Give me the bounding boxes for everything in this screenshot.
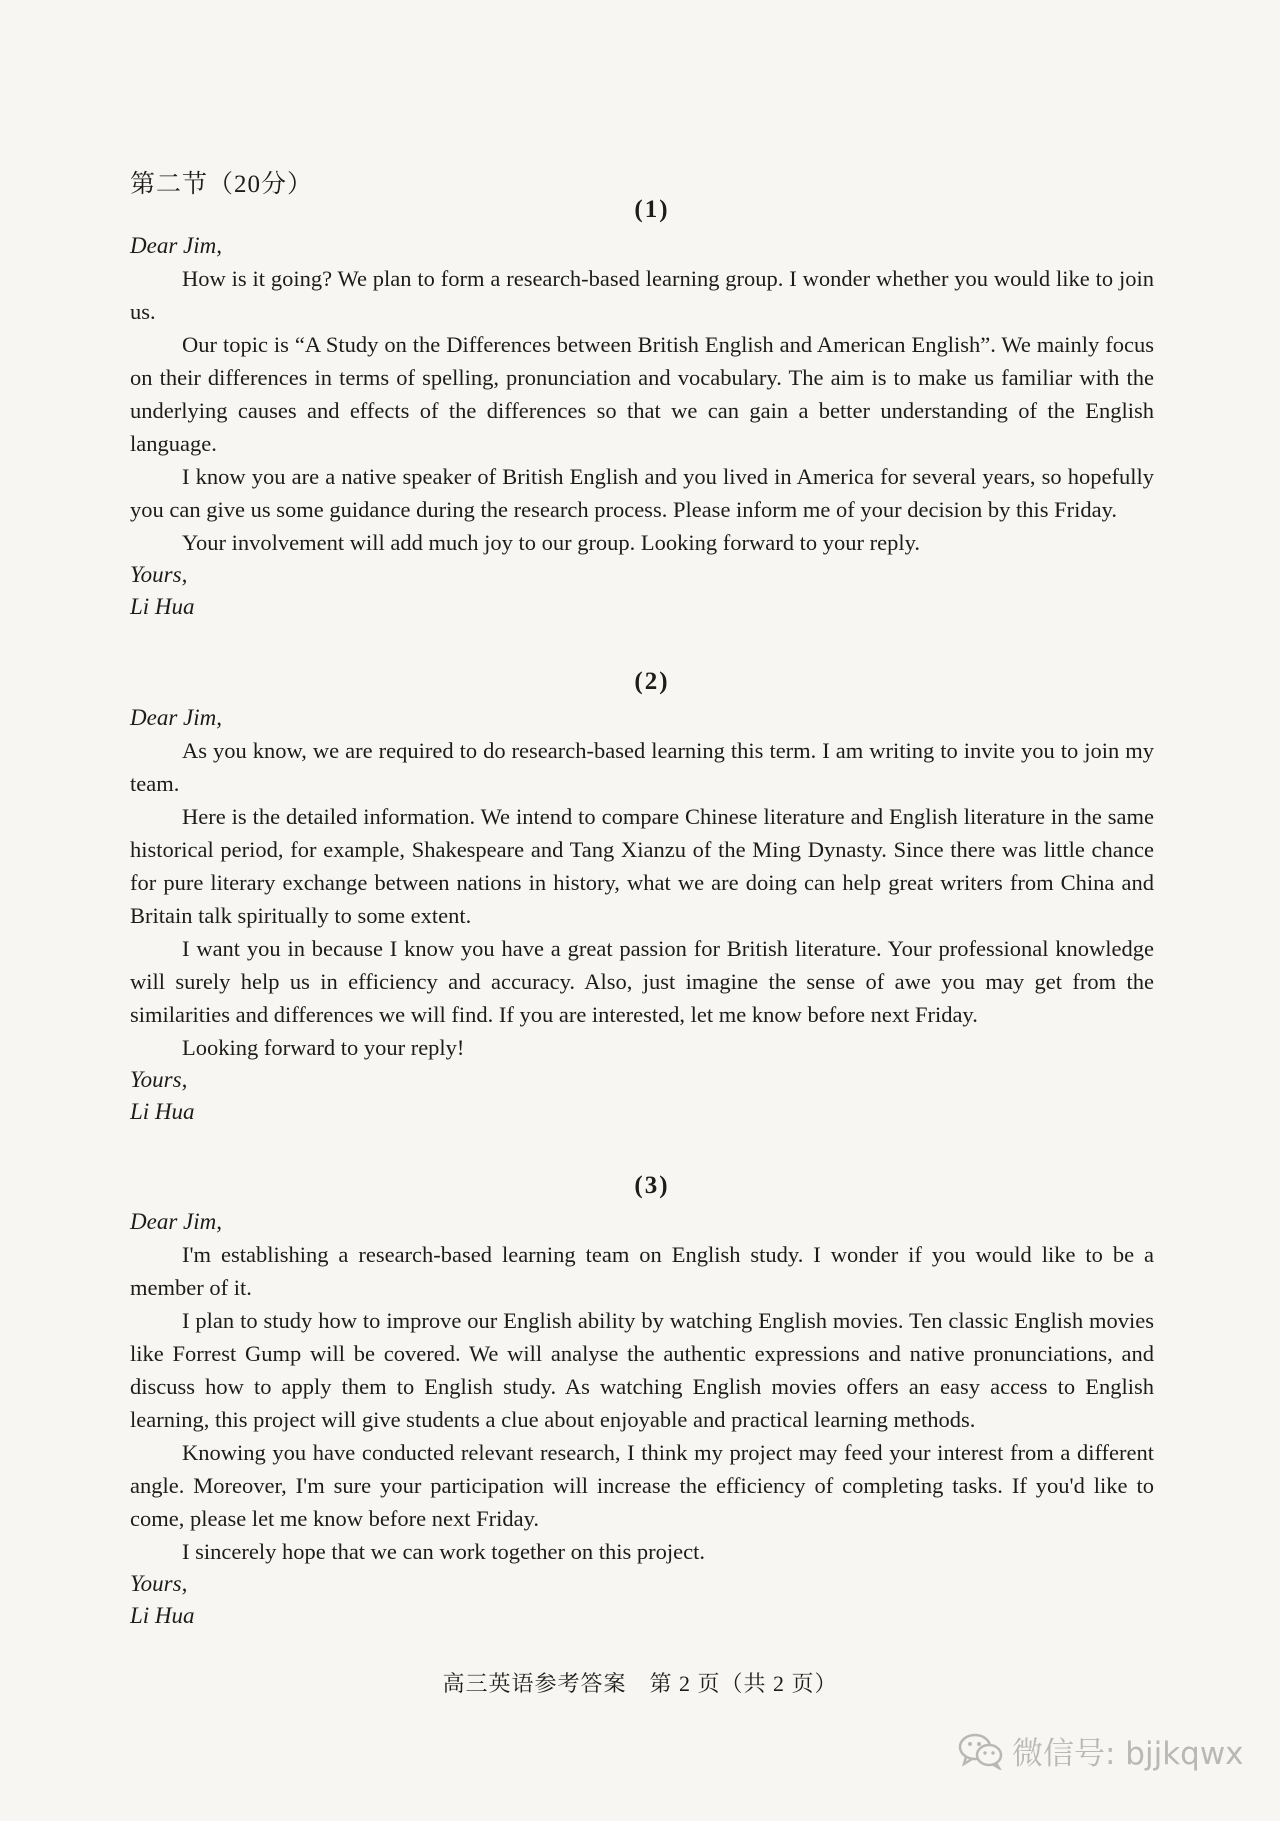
section-title: 第二节（20分） (130, 171, 314, 198)
letter-number: (1) (634, 196, 670, 223)
letter-paragraph: I sincerely hope that we can work together on this project. (182, 1539, 705, 1564)
wechat-icon (958, 1732, 1004, 1770)
sample-letter-1 (130, 196, 1154, 623)
watermark-text: 微信号: bjjkqwx (1012, 1736, 1244, 1772)
letter-paragraph: Our topic is “A Study on the Differences between British English and American English”. We mainly focus on their differences in terms of spelling, pronunciation and vocabulary. The aim is to make us familiar with the underlying causes and effects of the differences so that we can gain a better understanding of the English language. (130, 332, 1154, 456)
letter-paragraph: As you know, we are required to do research-based learning this term. I am writing to invite you to join my team. (130, 738, 1154, 796)
closing: Yours, (130, 562, 188, 587)
letter-paragraph: I'm establishing a research-based learning team on English study. I wonder if you would like to be a member of it. (130, 1242, 1154, 1300)
wechat-watermark (958, 1728, 1244, 1773)
letter-paragraph: Here is the detailed information. We intend to compare Chinese literature and English literature in the same historical period, for example, Shakespeare and Tang Xianzu of the Ming Dynasty. Since there was little chance for pure literary exchange between nations in history, what we are doing can help great writers from China and Britain talk spiritually to some extent. (130, 804, 1154, 928)
closing: Yours, (130, 1067, 188, 1092)
salutation: Dear Jim, (130, 1209, 222, 1234)
salutation: Dear Jim, (130, 705, 222, 730)
signature: Li Hua (130, 1603, 195, 1628)
sample-letter-2 (130, 668, 1154, 1128)
page-footer: 高三英语参考答案 第 2 页（共 2 页） (442, 1671, 838, 1696)
letter-paragraph: Your involvement will add much joy to our group. Looking forward to your reply. (182, 530, 921, 555)
letter-paragraph: How is it going? We plan to form a research-based learning group. I wonder whether you would like to join us. (130, 266, 1154, 324)
sample-letter-3 (130, 1172, 1154, 1632)
letter-number: (3) (634, 1172, 670, 1199)
letter-paragraph: I know you are a native speaker of British English and you lived in America for several years, so hopefully you can give us some guidance during the research process. Please inform me of your decision by this Friday. (130, 464, 1154, 522)
signature: Li Hua (130, 1099, 195, 1124)
signature: Li Hua (130, 594, 195, 619)
letter-paragraph: I want you in because I know you have a great passion for British literature. Your professional knowledge will surely help us in efficiency and accuracy. Also, just imagine the sense of awe you may get from the similarities and differences we will find. If you are interested, let me know before next Friday. (130, 936, 1154, 1027)
letter-number: (2) (634, 668, 670, 695)
letter-paragraph: I plan to study how to improve our English ability by watching English movies. Ten classic English movies like Forrest Gump will be covered. We will analyse the authentic expressions and native pronunciations, and discuss how to apply them to English study. As watching English movies offers an easy access to English learning, this project will give students a clue about enjoyable and practical learning methods. (130, 1308, 1154, 1432)
letter-paragraph: Looking forward to your reply! (182, 1035, 465, 1060)
salutation: Dear Jim, (130, 233, 222, 258)
closing: Yours, (130, 1571, 188, 1596)
letter-paragraph: Knowing you have conducted relevant research, I think my project may feed your interest from a different angle. Moreover, I'm sure your participation will increase the efficiency of completing tasks. If you'd like to come, please let me know before next Friday. (130, 1440, 1154, 1531)
